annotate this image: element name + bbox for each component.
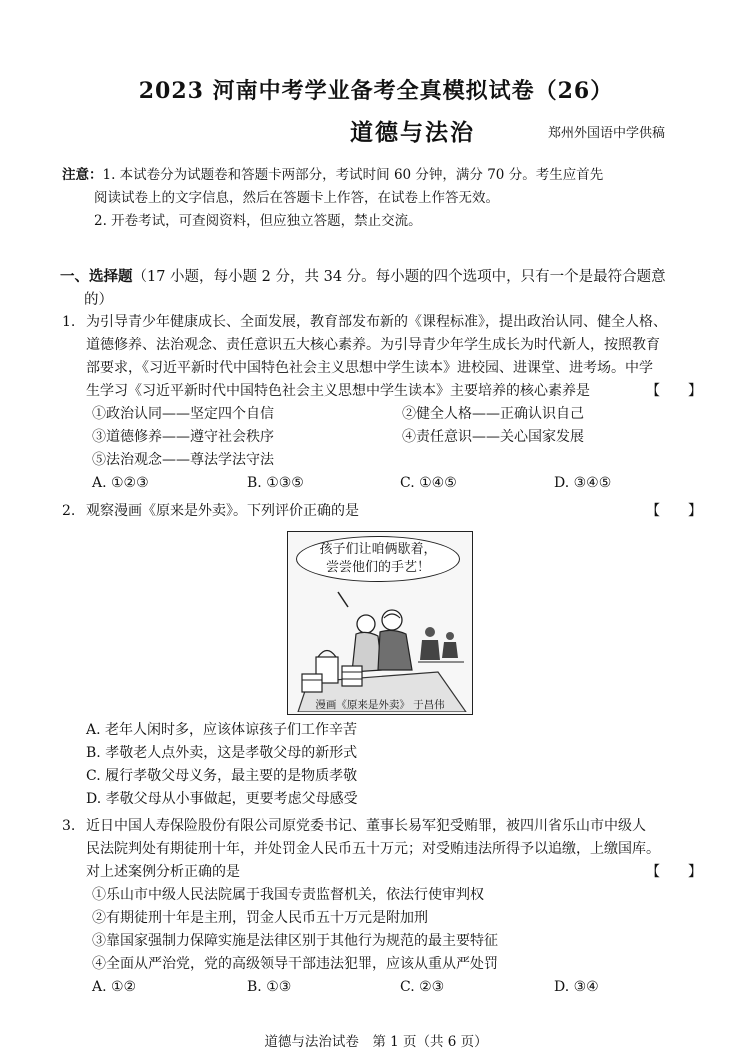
notice-line-3: 2. 开卷考试，可查阅资料，但应独立答题，禁止交流。 [94, 213, 422, 229]
question-1 [62, 311, 702, 496]
q1-statement-2: ②健全人格——正确认识自己 [402, 406, 584, 422]
q1-stem-line-3: 部要求，《习近平新时代中国特色社会主义思想中学生读本》进校园、进课堂、进考场。中学 [86, 360, 653, 376]
subject-title: 道德与法治 [350, 119, 475, 146]
section-desc: （17 小题，每小题 2 分，共 34 分。每小题的四个选项中，只有一个是最符合题意 [132, 269, 666, 285]
notice-line-1: 1. 本试卷分为试题卷和答题卡两部分，考试时间 60 分钟，满分 70 分。考生应首先 [102, 167, 604, 183]
q3-stem-line-2: 民法院判处有期徒刑十年，并处罚金人民币五十万元；对受贿违法所得予以追缴，上缴国库。 [86, 841, 660, 857]
q2-choice-d: D. 孝敬父母从小事做起，更要考虑父母感受 [86, 791, 358, 807]
q1-statement-4: ④责任意识——关心国家发展 [402, 429, 584, 445]
q2-choice-c: C. 履行孝敬父母义务，最主要的是物质孝敬 [86, 768, 358, 784]
q3-statement-2: ②有期徒刑十年是主刑，罚金人民币五十万元是附加刑 [92, 910, 428, 926]
q3-number: 3. [62, 818, 76, 834]
bubble-line-1: 孩子们让咱俩歇着， [319, 542, 437, 557]
question-2 [62, 500, 702, 523]
q1-answer-bracket: 【 】 [646, 383, 702, 399]
notice-block [62, 164, 702, 233]
q3-choice-a: A. ①② [92, 979, 137, 995]
question-3 [62, 815, 702, 1000]
q2-choice-a: A. 老年人闲时多，应该体谅孩子们工作辛苦 [86, 722, 358, 738]
q2-stem: 观察漫画《原来是外卖》。下列评价正确的是 [86, 503, 359, 519]
cartoon-drawing [288, 562, 472, 712]
q1-number: 1. [62, 314, 76, 330]
q3-stem-line-3: 对上述案例分析正确的是 [86, 864, 240, 880]
bubble-line-2: 尝尝他们的手艺！ [325, 560, 430, 575]
q2-choice-b: B. 孝敬老人点外卖，这是孝敬父母的新形式 [86, 745, 358, 761]
q2-answer-bracket: 【 】 [646, 503, 702, 519]
q3-statement-4: ④全面从严治党，党的高级领导干部违法犯罪，应该从重从严处罚 [92, 956, 498, 972]
notice-head: 注意： [62, 167, 103, 183]
q3-choice-b: B. ①③ [247, 979, 292, 995]
provider-label: 郑州外国语中学供稿 [548, 126, 666, 141]
q3-choice-c: C. ②③ [400, 979, 445, 995]
q3-choice-d: D. ③④ [554, 979, 599, 995]
section-title: 一、选择题 [60, 268, 133, 285]
notice-line-2: 阅读试卷上的文字信息，然后在答题卡上作答，在试卷上作答无效。 [94, 190, 499, 206]
q1-stem-line-4: 生学习《习近平新时代中国特色社会主义思想中学生读本》主要培养的核心素养是 [86, 383, 590, 399]
q1-choice-b: B. ①③⑤ [247, 475, 304, 491]
q1-statement-3: ③道德修养——遵守社会秩序 [92, 429, 274, 445]
q1-choice-d: D. ③④⑤ [554, 475, 612, 491]
cartoon-caption: 漫画《原来是外卖》 于昌伟 [315, 699, 445, 711]
q1-choice-a: A. ①②③ [92, 475, 149, 491]
q1-statement-1: ①政治认同——坚定四个自信 [92, 406, 274, 422]
page-footer: 道德与法治试卷 第 1 页（共 6 页） [264, 1034, 488, 1050]
q1-choice-c: C. ①④⑤ [400, 475, 457, 491]
q1-stem-line-1: 为引导青少年健康成长、全面发展，教育部发布新的《课程标准》，提出政治认同、健全人格、 [86, 314, 667, 330]
q1-statement-5: ⑤法治观念——尊法学法守法 [92, 452, 274, 468]
q3-answer-bracket: 【 】 [646, 864, 702, 880]
section-choice [60, 265, 710, 312]
exam-title: 2023 河南中考学业备考全真模拟试卷（26） [138, 78, 614, 104]
q3-statement-3: ③靠国家强制力保障实施是法律区别于其他行为规范的最主要特征 [92, 933, 498, 949]
q3-statement-1: ①乐山市中级人民法院属于我国专责监督机关，依法行使审判权 [92, 887, 484, 903]
q3-stem-line-1: 近日中国人寿保险股份有限公司原党委书记、董事长易军犯受贿罪，被四川省乐山市中级人 [86, 818, 646, 834]
q2-number: 2. [62, 503, 76, 519]
section-desc-cont: 的） [84, 292, 113, 308]
cartoon-image [287, 531, 473, 715]
question-2-choices [62, 719, 702, 811]
q1-stem-line-2: 道德修养、法治观念、责任意识五大核心素养。为引导青少年学生成长为时代新人，按照教育 [86, 337, 660, 353]
